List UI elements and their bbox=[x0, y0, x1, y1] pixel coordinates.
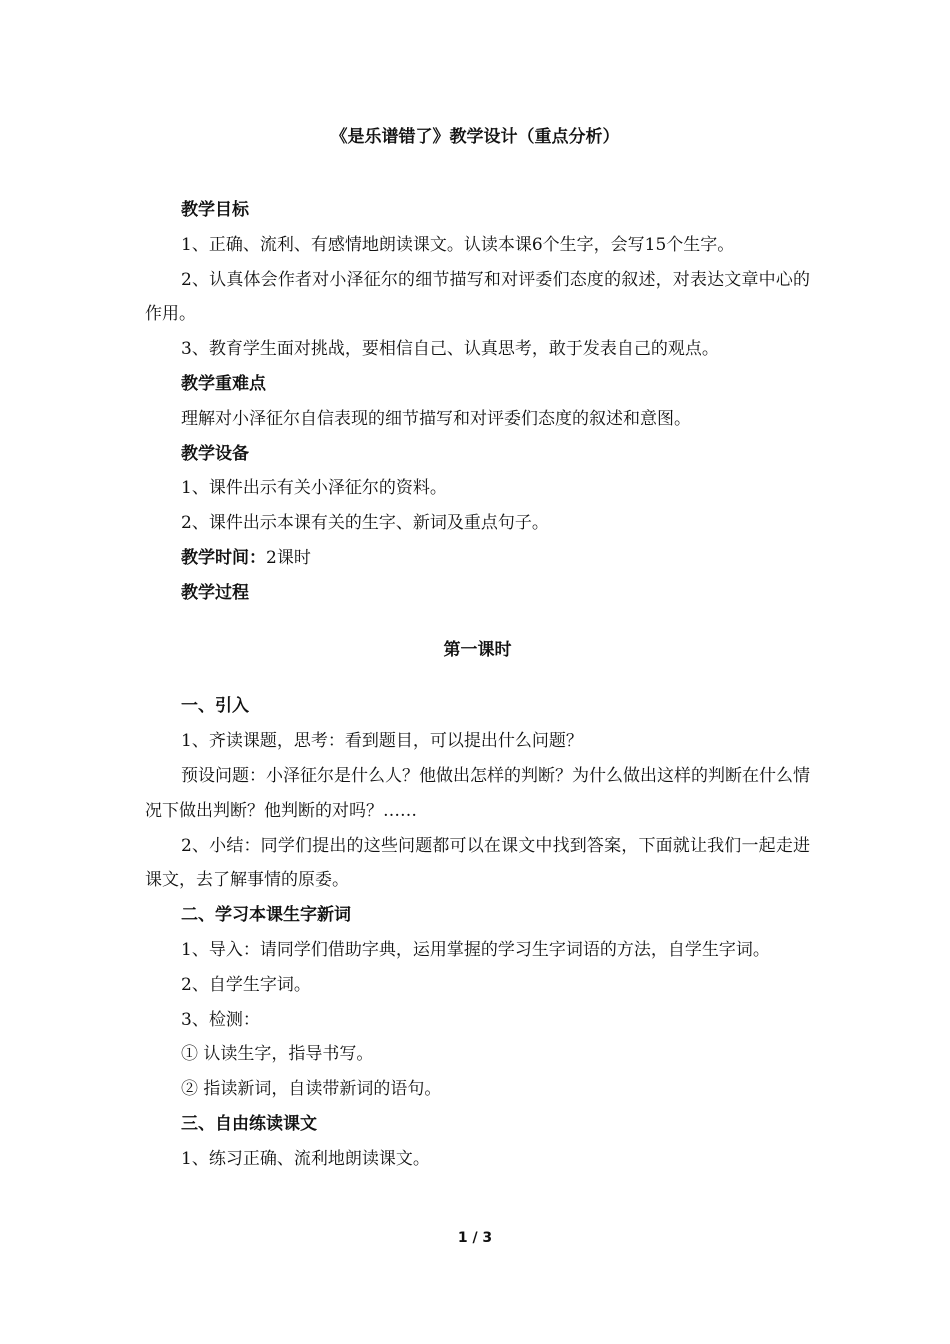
part2-item: ① 认读生字，指导书写。 bbox=[181, 1044, 374, 1065]
part2-item: ② 指读新词，自读带新词的语句。 bbox=[181, 1079, 442, 1100]
section-heading-equipment: 教学设备 bbox=[181, 443, 249, 464]
section-heading-process: 教学过程 bbox=[181, 582, 249, 603]
part2-heading: 二、学习本课生字新词 bbox=[181, 905, 351, 926]
part2-item: 3、检测： bbox=[181, 1009, 260, 1030]
teaching-time-value: 2课时 bbox=[266, 547, 311, 568]
equipment-item: 2、课件出示本课有关的生字、新词及重点句子。 bbox=[181, 513, 549, 534]
page-number: 1 / 3 bbox=[457, 1230, 493, 1246]
document-title: 《是乐谱错了》教学设计（重点分析） bbox=[330, 127, 620, 147]
document-body bbox=[145, 193, 810, 1177]
section-heading-key-points: 教学重难点 bbox=[181, 373, 266, 394]
section-heading-goals: 教学目标 bbox=[181, 200, 249, 220]
part2-item: 1、导入：请同学们借助字典，运用掌握的学习生字词语的方法，自学生字词。 bbox=[181, 939, 770, 960]
equipment-item: 1、课件出示有关小泽征尔的资料。 bbox=[181, 478, 447, 499]
key-points-text: 理解对小泽征尔自信表现的细节描写和对评委们态度的叙述和意图。 bbox=[181, 408, 691, 429]
part3-item: 1、练习正确、流利地朗读课文。 bbox=[181, 1148, 430, 1169]
goal-item: 2、认真体会作者对小泽征尔的细节描写和对评委们态度的叙述，对表达文章中心的作用。 bbox=[145, 269, 810, 325]
goal-item: 1、正确、流利、有感情地朗读课文。认读本课6个生字，会写15个生字。 bbox=[181, 234, 735, 255]
part2-item: 2、自学生字词。 bbox=[181, 974, 311, 995]
part1-item: 1、齐读课题，思考：看到题目，可以提出什么问题？ bbox=[181, 731, 583, 752]
lesson-one-heading: 第一课时 bbox=[443, 639, 512, 660]
part3-heading: 三、自由练读课文 bbox=[181, 1113, 317, 1134]
goal-item: 3、教育学生面对挑战，要相信自己、认真思考，敢于发表自己的观点。 bbox=[181, 339, 719, 360]
part1-item: 预设问题：小泽征尔是什么人？他做出怎样的判断？为什么做出这样的判断在什么情况下做出判断？他判断的对吗？…… bbox=[145, 765, 810, 821]
part1-item: 2、小结：同学们提出的这些问题都可以在课文中找到答案，下面就让我们一起走进课文，去了解事情的原委。 bbox=[145, 835, 810, 891]
part1-heading: 一、引入 bbox=[181, 696, 249, 717]
teaching-time bbox=[145, 541, 810, 576]
teaching-time-label: 教学时间： bbox=[181, 547, 266, 568]
